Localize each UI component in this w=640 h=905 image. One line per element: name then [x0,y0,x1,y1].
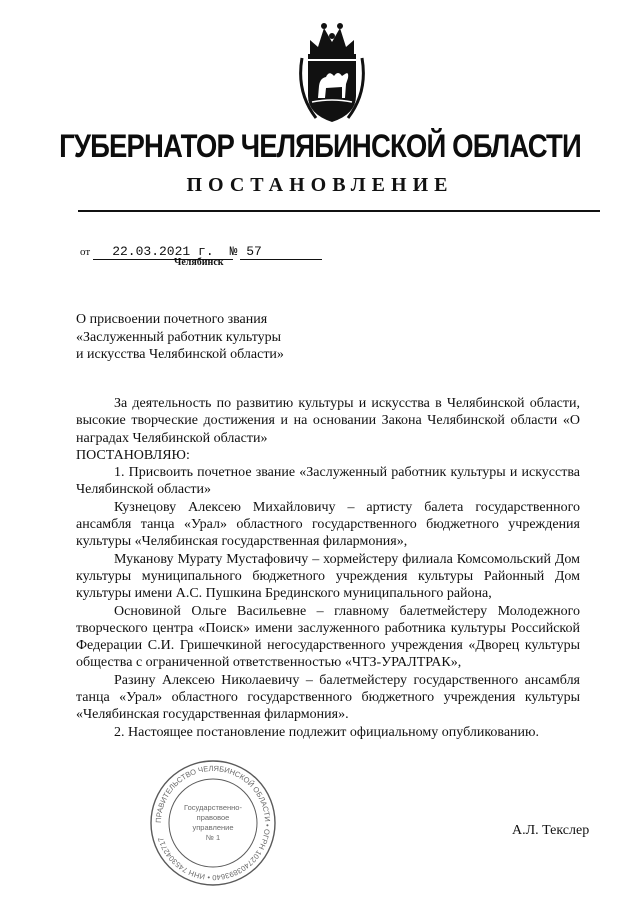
decree-date: 22.03.2021 г. [93,244,233,260]
governor-title: ГУБЕРНАТОР ЧЕЛЯБИНСКОЙ ОБЛАСТИ [59,128,581,164]
stamp-inner-line: № 1 [205,833,221,842]
header-divider [78,210,600,212]
stamp-inner-line: управление [192,823,234,832]
decree-title: ПОСТАНОВЛЕНИЕ [186,174,454,196]
preamble-paragraph: За деятельность по развитию культуры и искусства в Челябинской области, высокие творческие достижения и на основании Закона Челябинской области «О наградах Челябинской области» [76,396,580,446]
subject-line: «Заслуженный работник культуры [76,329,282,345]
awardee-paragraph: Кузнецову Алексею Михайловичу – артисту балета государственного ансамбля танца «Урал» областного государственного бюджетного учреждения культуры «Челябинская государственная филармония», [76,499,580,550]
subject-line: и искусства Челябинской области» [76,347,284,362]
decree-number: 57 [240,244,322,260]
item-1: 1. Присвоить почетное звание «Заслуженный работник культуры и искусства Челябинской области» [76,465,580,498]
resolve-statement: ПОСТАНОВЛЯЮ: [76,447,190,463]
awardee-paragraph: Разину Алексею Николаевичу – балетмейстеру государственного ансамбля танца «Урал» областного государственного бюджетного учреждения культуры «Челябинская государственная филармония». [76,672,580,723]
decree-subject [76,311,316,364]
official-stamp [148,758,278,888]
item-2: 2. Настоящее постановление подлежит официальному опубликованию. [114,724,539,740]
chelyabinsk-coat-of-arms-icon [296,14,368,126]
signatory-name: А.Л. Текслер [512,823,590,838]
awardee-paragraph: Муканову Мурату Мустафовичу – хормейстеру филиала Комсомольский Дом культуры муниципального бюджетного учреждения культуры Районный Дом культуры имени А.С. Пушкина Брединского муниципального района, [76,551,580,602]
awardee-paragraph: Основиной Ольге Васильевне – главному балетмейстеру Молодежного творческого центра «Поиск» имени заслуженного работника культуры Российской Федерации С.И. Гришечкиной негосударственного учреждения «Дворец культуры общества с ограниченной ответственностью «ЧТЗ-УРАЛТРАК», [76,603,580,671]
number-prefix: № [229,244,238,259]
decree-body [76,395,580,741]
subject-line: О присвоении почетного звания [76,312,268,327]
date-prefix: от [80,246,91,258]
stamp-ring-text: ПРАВИТЕЛЬСТВО ЧЕЛЯБИНСКОЙ ОБЛАСТИ • ОГРН 1027403893640 • ИНН 7453042717 [153,763,273,883]
city-label: Челябинск [174,257,224,268]
stamp-inner-line: Государственно- [184,803,242,812]
stamp-inner-line: правовое [196,813,230,822]
